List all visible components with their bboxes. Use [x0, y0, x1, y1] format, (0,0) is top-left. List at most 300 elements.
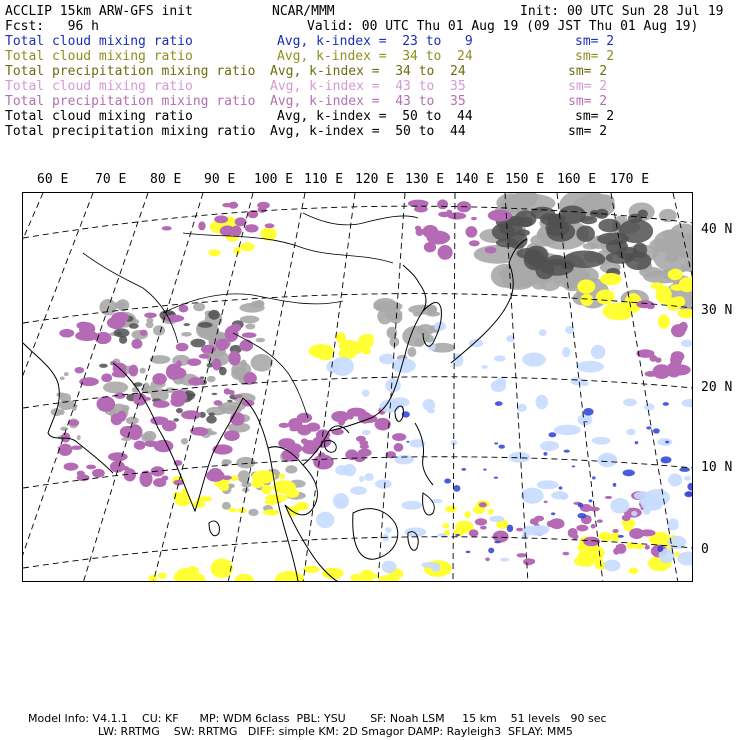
longitude-label: 110 E: [304, 172, 344, 187]
field-avg: Avg, k-index = 23 to 9: [277, 34, 473, 49]
grid-line: [153, 193, 253, 582]
pale-blue-cell: [362, 430, 371, 436]
mid-cloud-cell: [240, 242, 254, 251]
high-cloud-cell: [224, 430, 240, 441]
blue-cloud-cell: [613, 483, 617, 487]
mid-cloud-cell: [578, 548, 596, 567]
high-cloud-cell: [86, 465, 96, 470]
high-cloud-cell: [154, 440, 174, 452]
pale-blue-cell: [335, 465, 349, 475]
mid-cloud-cell: [358, 335, 374, 349]
pale-blue-cell: [631, 511, 637, 516]
high-cloud-cell: [278, 438, 295, 448]
blue-cloud-cell: [661, 456, 672, 463]
dense-cloud-cell: [515, 210, 537, 227]
low-cloud-cell: [60, 376, 65, 380]
blue-cloud-cell: [483, 469, 486, 471]
high-cloud-cell: [153, 400, 170, 408]
high-cloud-cell: [139, 470, 152, 487]
high-cloud-cell: [480, 526, 487, 530]
blue-cloud-cell: [551, 512, 555, 515]
dense-cloud-cell: [198, 322, 212, 328]
field-smoothing: sm= 2: [568, 94, 608, 109]
grid-line: [378, 193, 405, 582]
pale-blue-cell: [494, 355, 506, 361]
latitude-label: 40 N: [701, 222, 733, 237]
blue-cloud-cell: [589, 499, 593, 502]
pale-blue-cell: [644, 489, 670, 506]
low-cloud-cell: [146, 321, 154, 328]
low-cloud-cell: [103, 381, 128, 393]
high-cloud-cell: [68, 420, 79, 426]
blue-cloud-cell: [663, 402, 669, 406]
map-canvas: [23, 193, 693, 582]
longitude-label: 170 E: [610, 172, 650, 187]
dense-cloud-cell: [598, 219, 620, 233]
mid-cloud-cell: [656, 285, 672, 303]
high-cloud-cell: [161, 475, 168, 480]
pale-blue-cell: [626, 429, 635, 436]
high-cloud-cell: [375, 418, 391, 431]
low-cloud-cell: [181, 332, 192, 337]
mid-cloud-cell: [445, 506, 457, 513]
blue-cloud-cell: [494, 477, 498, 479]
high-cloud-cell: [416, 228, 424, 236]
low-cloud-cell: [251, 354, 273, 372]
mid-cloud-cell: [363, 348, 372, 354]
high-cloud-cell: [71, 445, 83, 449]
blue-cloud-cell: [453, 485, 460, 492]
pale-blue-cell: [401, 501, 422, 510]
dense-cloud-cell: [227, 400, 232, 403]
mid-cloud-cell: [192, 501, 205, 508]
model-info-line2: LW: RRTMG SW: RRTMG DIFF: simple KM: 2D Smagor DAMP: Rayleigh3 SFLAY: MM5: [98, 725, 573, 738]
mid-cloud-cell: [577, 279, 595, 293]
pale-blue-cell: [531, 525, 549, 533]
mid-cloud-cell: [580, 294, 593, 306]
mid-cloud-cell: [252, 470, 275, 483]
field-avg: Avg, k-index = 43 to 35: [270, 94, 466, 109]
high-cloud-cell: [639, 529, 655, 536]
blue-cloud-cell: [583, 408, 593, 416]
dense-cloud-cell: [206, 415, 217, 423]
pale-blue-cell: [668, 473, 682, 486]
blue-cloud-cell: [564, 450, 570, 453]
field-smoothing: sm= 2: [568, 64, 608, 79]
low-cloud-cell: [256, 338, 266, 342]
mid-cloud-cell: [668, 269, 683, 281]
mid-cloud-cell: [670, 284, 684, 291]
model-info-line1: Model Info: V4.1.1 CU: KF MP: WDM 6class PBL: YSU SF: Noah LSM 15 km 51 levels 90 sec: [28, 712, 607, 725]
mid-cloud-cell: [673, 296, 685, 307]
field-smoothing: sm= 2: [575, 49, 615, 64]
high-cloud-cell: [645, 371, 658, 377]
high-cloud-cell: [424, 242, 436, 252]
pale-blue-cell: [385, 527, 391, 533]
pale-blue-cell: [379, 400, 399, 413]
mid-cloud-cell: [148, 575, 157, 582]
high-cloud-cell: [302, 444, 319, 455]
high-cloud-cell: [358, 449, 372, 457]
high-cloud-cell: [488, 210, 512, 222]
field-smoothing: sm= 2: [568, 124, 608, 139]
blue-cloud-cell: [495, 401, 503, 406]
low-cloud-cell: [407, 347, 416, 357]
mid-cloud-cell: [265, 499, 278, 505]
longitude-label: 150 E: [505, 172, 545, 187]
low-cloud-cell: [181, 438, 188, 445]
high-cloud-cell: [258, 206, 267, 212]
dense-cloud-cell: [540, 213, 561, 225]
dense-cloud-cell: [517, 248, 539, 259]
high-cloud-cell: [671, 324, 686, 337]
pale-blue-cell: [562, 347, 570, 357]
high-cloud-cell: [162, 226, 172, 230]
high-cloud-cell: [612, 529, 618, 533]
dense-cloud-cell: [129, 323, 139, 328]
low-cloud-cell: [251, 301, 265, 308]
high-cloud-cell: [198, 221, 205, 230]
mid-cloud-cell: [600, 273, 622, 285]
pale-blue-cell: [681, 340, 693, 347]
dense-cloud-cell: [633, 243, 647, 258]
high-cloud-cell: [583, 537, 600, 547]
high-cloud-cell: [225, 326, 239, 342]
high-cloud-cell: [613, 548, 619, 555]
dense-cloud-cell: [173, 418, 179, 422]
high-cloud-cell: [181, 410, 201, 419]
pale-blue-cell: [535, 395, 548, 409]
high-cloud-cell: [58, 444, 72, 456]
high-cloud-cell: [568, 528, 578, 538]
high-cloud-cell: [179, 305, 189, 313]
mid-cloud-cell: [599, 532, 612, 541]
high-cloud-cell: [591, 524, 596, 528]
mid-cloud-cell: [263, 509, 279, 515]
high-cloud-cell: [605, 496, 612, 499]
latitude-label: 20 N: [701, 380, 733, 395]
low-cloud-cell: [141, 387, 147, 392]
dense-cloud-cell: [606, 239, 628, 254]
low-cloud-cell: [56, 392, 65, 397]
high-cloud-cell: [475, 518, 487, 525]
high-cloud-cell: [144, 440, 157, 446]
high-cloud-cell: [171, 390, 187, 403]
pale-blue-cell: [623, 398, 637, 406]
high-cloud-cell: [544, 501, 548, 503]
high-cloud-cell: [414, 206, 428, 213]
high-cloud-cell: [131, 339, 142, 349]
pale-blue-cell: [382, 561, 397, 573]
blue-cloud-cell: [592, 476, 596, 479]
high-cloud-cell: [239, 340, 253, 352]
mid-cloud-cell: [279, 473, 285, 479]
blue-cloud-cell: [444, 479, 451, 484]
dense-cloud-cell: [212, 393, 218, 395]
blue-cloud-cell: [584, 421, 588, 422]
pale-blue-cell: [379, 354, 395, 365]
high-cloud-cell: [493, 530, 509, 542]
low-cloud-cell: [60, 427, 68, 431]
high-cloud-cell: [392, 433, 406, 441]
high-cloud-cell: [649, 355, 657, 362]
dense-cloud-cell: [114, 328, 130, 337]
high-cloud-cell: [589, 507, 598, 512]
high-cloud-cell: [485, 558, 490, 562]
mid-cloud-cell: [488, 509, 494, 515]
pale-blue-cell: [540, 441, 559, 451]
high-cloud-cell: [671, 351, 685, 362]
blue-cloud-cell: [494, 442, 498, 444]
field-name: Total precipitation mixing ratio: [5, 94, 256, 109]
pale-blue-cell: [551, 491, 567, 499]
mid-cloud-cell: [275, 571, 305, 582]
high-cloud-cell: [59, 329, 74, 338]
low-cloud-cell: [153, 325, 165, 335]
field-smoothing: sm= 2: [575, 109, 615, 124]
blue-cloud-cell: [653, 428, 660, 433]
blue-cloud-cell: [543, 452, 547, 456]
high-cloud-cell: [636, 300, 653, 308]
low-cloud-cell: [377, 308, 392, 324]
high-cloud-cell: [134, 441, 146, 450]
pale-blue-cell: [427, 409, 435, 414]
high-cloud-cell: [438, 245, 453, 260]
low-cloud-cell: [414, 338, 424, 347]
field-name: Total precipitation mixing ratio: [5, 64, 256, 79]
pale-blue-cell: [421, 562, 435, 568]
high-cloud-cell: [213, 400, 222, 406]
high-cloud-cell: [150, 416, 168, 425]
mid-cloud-cell: [322, 568, 344, 579]
grid-line: [23, 377, 693, 408]
pale-blue-cell: [554, 425, 581, 435]
blue-cloud-cell: [623, 469, 635, 476]
high-cloud-cell: [549, 518, 564, 529]
high-cloud-cell: [534, 516, 544, 522]
high-cloud-cell: [176, 360, 182, 367]
longitude-label: 70 E: [95, 172, 127, 187]
pale-blue-cell: [537, 480, 559, 489]
low-cloud-cell: [659, 209, 677, 222]
high-cloud-cell: [562, 552, 569, 556]
pale-blue-cell: [437, 533, 447, 536]
high-cloud-cell: [338, 417, 345, 426]
pale-blue-cell: [604, 560, 621, 572]
longitude-label: 130 E: [405, 172, 445, 187]
pale-blue-cell: [681, 399, 693, 407]
dense-cloud-cell: [547, 255, 566, 266]
pale-blue-cell: [362, 389, 370, 396]
blue-cloud-cell: [455, 534, 460, 536]
pale-blue-cell: [521, 488, 544, 504]
high-cloud-cell: [313, 455, 334, 470]
mid-cloud-cell: [158, 572, 167, 578]
blue-cloud-cell: [687, 483, 693, 491]
mid-cloud-cell: [176, 568, 195, 580]
high-cloud-cell: [218, 346, 227, 351]
low-cloud-cell: [121, 405, 129, 412]
high-cloud-cell: [214, 215, 228, 223]
high-cloud-cell: [394, 443, 404, 452]
high-cloud-cell: [245, 224, 259, 232]
high-cloud-cell: [301, 438, 308, 443]
latitude-label: 10 N: [701, 460, 733, 475]
high-cloud-cell: [108, 452, 128, 461]
high-cloud-cell: [279, 423, 290, 428]
low-cloud-cell: [662, 229, 680, 239]
high-cloud-cell: [176, 343, 189, 352]
field-name: Total cloud mixing ratio: [5, 49, 193, 64]
pale-blue-cell: [331, 357, 354, 376]
low-cloud-cell: [245, 323, 255, 329]
high-cloud-cell: [97, 396, 116, 412]
high-cloud-cell: [75, 331, 98, 342]
low-cloud-cell: [240, 316, 259, 324]
low-cloud-cell: [426, 311, 440, 316]
mid-cloud-cell: [465, 511, 471, 519]
grid-line: [83, 193, 203, 582]
field-name: Total cloud mixing ratio: [5, 79, 193, 94]
mid-cloud-cell: [211, 559, 233, 579]
grid-line: [453, 193, 455, 582]
high-cloud-cell: [228, 351, 240, 366]
high-cloud-cell: [201, 345, 216, 354]
field-avg: Avg, k-index = 43 to 35: [270, 79, 466, 94]
low-cloud-cell: [223, 459, 232, 464]
high-cloud-cell: [597, 519, 603, 522]
pale-blue-cell: [592, 437, 611, 445]
pale-blue-cell: [591, 345, 606, 359]
high-cloud-cell: [645, 545, 650, 550]
high-cloud-cell: [117, 411, 126, 422]
low-cloud-cell: [140, 368, 146, 374]
high-cloud-cell: [92, 469, 105, 478]
high-cloud-cell: [188, 377, 204, 386]
high-cloud-cell: [282, 449, 300, 462]
high-cloud-cell: [576, 525, 588, 532]
high-cloud-cell: [230, 412, 245, 425]
high-cloud-cell: [224, 388, 231, 394]
field-avg: Avg, k-index = 34 to 24: [270, 64, 466, 79]
longitude-label: 120 E: [355, 172, 395, 187]
blue-cloud-cell: [618, 535, 624, 538]
longitude-label: 140 E: [455, 172, 495, 187]
pale-blue-cell: [394, 455, 414, 464]
blue-cloud-cell: [635, 441, 639, 444]
pale-blue-cell: [657, 438, 672, 446]
high-cloud-cell: [469, 240, 480, 246]
blue-cloud-cell: [572, 465, 576, 467]
pale-blue-cell: [375, 479, 392, 488]
latitude-label: 0: [701, 542, 709, 557]
longitude-label: 80 E: [150, 172, 182, 187]
pale-blue-cell: [359, 476, 364, 482]
low-cloud-cell: [77, 435, 81, 440]
low-cloud-cell: [241, 482, 251, 488]
high-cloud-cell: [437, 199, 448, 209]
high-cloud-cell: [77, 471, 85, 477]
blue-cloud-cell: [577, 513, 586, 518]
low-cloud-cell: [417, 324, 435, 336]
pale-blue-cell: [598, 453, 618, 467]
high-cloud-cell: [79, 377, 99, 386]
mid-cloud-cell: [631, 544, 644, 550]
longitude-label: 90 E: [204, 172, 236, 187]
high-cloud-cell: [187, 358, 201, 366]
high-cloud-cell: [471, 217, 477, 220]
pale-blue-cell: [644, 403, 655, 410]
blue-cloud-cell: [548, 432, 556, 437]
pale-blue-cell: [684, 476, 691, 481]
high-cloud-cell: [75, 367, 85, 373]
mid-cloud-cell: [219, 483, 230, 491]
pale-blue-cell: [500, 558, 510, 562]
high-cloud-cell: [242, 332, 257, 338]
blue-cloud-cell: [488, 548, 494, 554]
pale-blue-cell: [482, 365, 488, 369]
high-cloud-cell: [144, 312, 157, 318]
high-cloud-cell: [446, 210, 452, 216]
field-name: Total cloud mixing ratio: [5, 34, 193, 49]
dense-cloud-cell: [564, 251, 606, 268]
grid-line: [23, 193, 148, 582]
pale-blue-cell: [580, 381, 589, 386]
low-cloud-cell: [583, 243, 599, 250]
high-cloud-cell: [206, 470, 224, 482]
mid-cloud-cell: [658, 314, 670, 328]
mid-cloud-cell: [596, 290, 615, 305]
high-cloud-cell: [221, 475, 232, 480]
high-cloud-cell: [129, 365, 139, 377]
blue-cloud-cell: [498, 445, 504, 449]
blue-cloud-cell: [466, 551, 471, 554]
low-cloud-cell: [285, 465, 297, 473]
high-cloud-cell: [220, 226, 236, 237]
blue-cloud-cell: [461, 468, 466, 471]
high-cloud-cell: [265, 223, 275, 228]
blue-cloud-cell: [657, 546, 663, 552]
blue-cloud-cell: [559, 486, 563, 489]
pale-blue-cell: [517, 404, 527, 412]
map-panel: [22, 192, 693, 582]
high-cloud-cell: [111, 312, 128, 323]
field-name: Total cloud mixing ratio: [5, 109, 193, 124]
high-cloud-cell: [479, 502, 487, 507]
mid-cloud-cell: [442, 523, 449, 529]
high-cloud-cell: [64, 463, 79, 471]
pale-blue-cell: [576, 361, 604, 373]
blue-cloud-cell: [507, 525, 513, 532]
low-cloud-cell: [222, 502, 231, 510]
high-cloud-cell: [622, 515, 631, 521]
model-title: ACCLIP 15km ARW-GFS init: [5, 4, 193, 19]
field-avg: Avg, k-index = 50 to 44: [277, 109, 473, 124]
dense-cloud-cell: [208, 412, 215, 415]
blue-cloud-cell: [646, 426, 651, 429]
high-cloud-cell: [140, 330, 148, 336]
blue-cloud-cell: [494, 541, 501, 543]
low-cloud-cell: [207, 376, 216, 382]
blue-cloud-cell: [665, 441, 669, 444]
mid-cloud-cell: [208, 249, 220, 256]
dense-cloud-cell: [638, 209, 648, 218]
high-cloud-cell: [516, 528, 523, 532]
pale-blue-cell: [496, 378, 507, 385]
pale-blue-cell: [364, 473, 374, 481]
high-cloud-cell: [101, 373, 112, 382]
high-cloud-cell: [212, 444, 232, 454]
